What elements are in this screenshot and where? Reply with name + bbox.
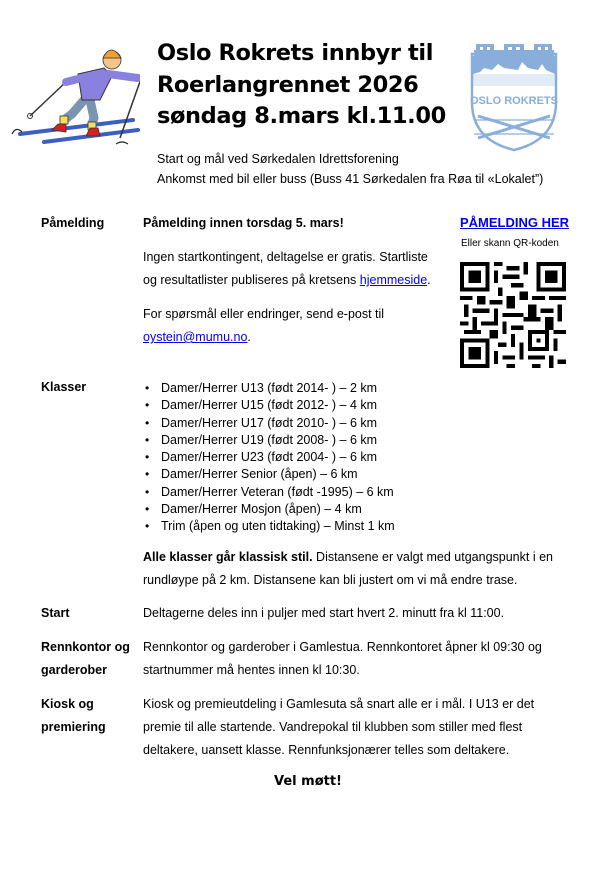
contact-text: For spørsmål eller endringer, send e-post til (143, 307, 385, 321)
class-item: • Damer/Herrer Senior (åpen) – 6 km (143, 466, 395, 483)
kiosk-text: Kiosk og premieutdeling i Gamlesuta så snart alle er i mål. I U13 er det premie til alle startende. Vandrepokal til klubben som stiller med flest deltakere, uansett klasse. Rennfunksjonærer telles som deltakere. (143, 697, 535, 757)
class-item: • Damer/Herrer U23 (født 2004- ) – 6 km (143, 449, 395, 466)
skier-illustration (8, 38, 140, 146)
kiosk-label-line-2: premiering (41, 720, 106, 734)
title-line-1: Oslo Rokrets innbyr til (157, 40, 434, 66)
closing-greeting: Vel møtt! (274, 774, 342, 789)
title-line-2: Roerlangrennet 2026 (157, 71, 419, 98)
office-text: Rennkontor og garderober i Gamlestua. Rennkontoret åpner kl 09:30 og startnummer må hentes innen kl 10:30. (143, 640, 542, 677)
class-item: • Damer/Herrer Veteran (født -1995) – 6 km (143, 484, 395, 501)
class-item: • Damer/Herrer U17 (født 2010- ) – 6 km (143, 415, 395, 432)
kiosk-label-line-1: Kiosk og (41, 697, 94, 711)
registration-deadline: Påmelding innen torsdag 5. mars! (143, 216, 344, 230)
register-here-link[interactable]: PÅMELDING HER (460, 215, 570, 230)
transport-line: Ankomst med bil eller buss (Buss 41 Sørkedalen fra Røa til «Lokalet”) (157, 171, 544, 186)
start-text: Deltagerne deles inn i puljer med start hvert 2. minutt fra kl 11:00. (143, 606, 505, 620)
registration-info-end: . (427, 273, 431, 287)
qr-caption: Eller skann QR-koden (461, 238, 559, 249)
office-label-line-2: garderober (41, 663, 107, 677)
registration-info (143, 246, 443, 292)
title-line-3: søndag 8.mars kl.11.00 (157, 103, 446, 129)
class-item: • Damer/Herrer U15 (født 2012- ) – 4 km (143, 397, 395, 414)
office-label (41, 636, 130, 682)
registration-body (143, 212, 443, 360)
classes-note-text: Distansene er valgt med utgangspunkt i en rundløype på 2 km. Distansene kan bli justert om vi må endre trase. (143, 550, 553, 587)
page-title (157, 38, 446, 133)
event-location-info (157, 150, 543, 189)
email-link[interactable]: oystein@mumu.no (143, 330, 248, 344)
office-label-line-1: Rennkontor og (41, 640, 130, 654)
logo-text: OSLO ROKRETS (469, 95, 559, 107)
registration-contact (143, 303, 443, 349)
registration-qr-code[interactable] (460, 262, 566, 368)
classes-note-bold: Alle klasser går klassisk stil. (143, 550, 313, 564)
classes-note (143, 546, 563, 592)
registration-info-text: Ingen startkontingent, deltagelse er gratis. Startliste og resultatlister publiseres på kretsens (143, 250, 428, 287)
class-item: • Damer/Herrer Mosjon (åpen) – 4 km (143, 501, 395, 518)
classes-list (143, 380, 395, 536)
class-item: • Damer/Herrer U19 (født 2008- ) – 6 km (143, 432, 395, 449)
registration-label: Påmelding (41, 216, 105, 230)
kiosk-label (41, 693, 106, 739)
class-item: • Trim (åpen og uten tidtaking) – Minst 1 km (143, 518, 395, 535)
email-end: . (247, 330, 251, 344)
homepage-link[interactable]: hjemmeside (359, 273, 428, 287)
class-item: • Damer/Herrer U13 (født 2014- ) – 2 km (143, 380, 395, 397)
location-line: Start og mål ved Sørkedalen Idrettsforening (157, 152, 399, 166)
oslo-rokrets-logo (458, 40, 570, 152)
classes-label: Klasser (41, 380, 87, 394)
start-label: Start (41, 606, 70, 620)
